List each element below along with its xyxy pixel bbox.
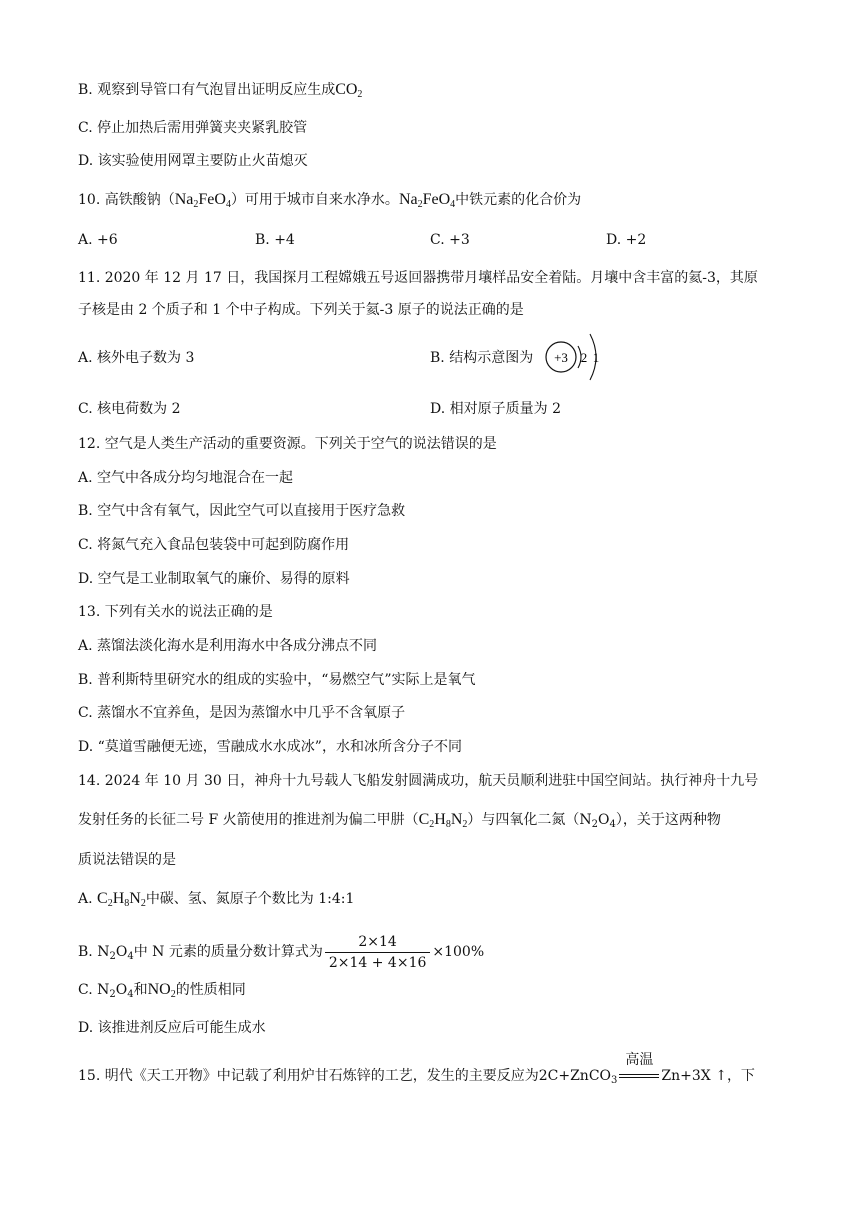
f-part: NO <box>147 981 171 998</box>
q10-stem <box>78 190 581 215</box>
reaction-condition <box>619 1052 659 1086</box>
q14-line2-a: 发射任务的长征二号 F 火箭使用的推进剂为偏二甲肼（ <box>78 812 419 828</box>
equation-right: Zn+3X <box>661 1068 711 1084</box>
mass-fraction <box>325 932 431 973</box>
q13-option-d: D. “莫道雪融便无迹，雪融成水水成冰”，水和冰所含分子不同 <box>78 739 462 755</box>
q11-option-d: D. 相对原子质量为 2 <box>430 401 561 417</box>
q11-stem-line1: 11. 2020 年 12 月 17 日，我国探月工程嫦娥五号返回器携带月壤样品安全着陆。月壤中含丰富的氦-3，其原 <box>78 270 758 286</box>
no2-formula <box>148 981 176 998</box>
f-part: FeO <box>422 191 451 208</box>
f-sub: 8 <box>124 898 130 909</box>
f-part: H <box>112 890 125 907</box>
f-part: FeO <box>198 191 226 208</box>
q14-c-text: 的性质相同 <box>175 982 246 998</box>
q14-stem-line3: 质说法错误的是 <box>78 852 176 868</box>
q14-stem-line1: 14. 2024 年 10 月 30 日，神舟十九号载人飞船发射圆满成功，航天员顺利进驻中国空间站。执行神舟十九号 <box>78 773 759 789</box>
f-part: O <box>598 812 610 828</box>
q14-b-text: 中 N 元素的质量分数计算式为 <box>133 944 323 960</box>
q12-option-a: A. 空气中各成分均匀地混合在一起 <box>78 470 294 486</box>
equation-left-sub: 3 <box>611 1075 618 1086</box>
f-sub: 2 <box>109 989 116 1000</box>
equals-bar-bottom <box>619 1077 659 1078</box>
na2feo4-formula-2 <box>399 191 455 208</box>
electron-shell-2-count: 1 <box>592 350 600 365</box>
f-sub: 2 <box>193 199 199 210</box>
equation-left: 2C+ZnCO <box>538 1068 612 1084</box>
f-sub: 2 <box>140 898 146 909</box>
atom-structure-diagram <box>540 326 604 388</box>
f-sub: 2 <box>417 199 423 210</box>
q14-a-label: A. <box>78 891 98 907</box>
f-part: N <box>129 890 141 907</box>
q12-option-c: C. 将氮气充入食品包装袋中可起到防腐作用 <box>78 537 350 553</box>
f-sub: 2 <box>107 898 113 909</box>
co2-formula <box>335 81 362 98</box>
n2o4-formula <box>579 812 615 828</box>
q15-stem-b: ，下 <box>726 1068 755 1084</box>
co2-formula-base: CO <box>335 81 358 98</box>
q11-option-a: A. 核外电子数为 3 <box>78 350 195 366</box>
q15-stem <box>78 1052 755 1091</box>
fraction-tail: ×100% <box>432 944 485 960</box>
q10-option-b: B. +4 <box>255 232 295 248</box>
q9-option-d: D. 该实验使用网罩主要防止火苗熄灭 <box>78 153 308 169</box>
q9-option-b <box>78 80 362 105</box>
f-part: H <box>434 811 446 828</box>
q11-option-c: C. 核电荷数为 2 <box>78 401 181 417</box>
q10-option-a: A. +6 <box>78 232 118 248</box>
co2-formula-sub: 2 <box>357 89 363 100</box>
c2h8n2-formula <box>419 811 468 828</box>
na2feo4-formula-1 <box>175 191 231 208</box>
q12-option-b: B. 空气中含有氧气，因此空气可以直接用于医疗急救 <box>78 503 406 519</box>
f-sub: 8 <box>445 819 451 830</box>
equals-bar-top <box>619 1074 659 1075</box>
q14-option-d: D. 该推进剂反应后可能生成水 <box>78 1020 266 1036</box>
q14-stem-line2 <box>78 810 721 835</box>
f-part: Na <box>174 191 194 208</box>
f-part: O <box>115 982 128 998</box>
q14-option-c <box>78 980 246 1005</box>
f-sub: 2 <box>429 819 435 830</box>
f-part: N <box>450 811 463 828</box>
f-part: N <box>97 982 110 998</box>
q13-option-b: B. 普利斯特里研究水的组成的实验中，“易燃空气”实际上是氧气 <box>78 672 476 688</box>
q14-c-label: C. <box>78 982 98 998</box>
reaction-equation <box>538 1052 727 1086</box>
q10-option-d: D. +2 <box>606 232 647 248</box>
electron-shell-1-count: 2 <box>580 350 588 365</box>
q14-a-text: 中碳、氢、氮原子个数比为 1:4:1 <box>145 891 355 907</box>
f-sub: 4 <box>609 819 616 830</box>
f-part: C <box>97 890 108 907</box>
f-part: N <box>579 812 592 828</box>
q11-stem-line2: 子核是由 2 个质子和 1 个中子构成。下列关于氦-3 原子的说法正确的是 <box>78 302 524 318</box>
fraction-denominator: 2×14 + 4×16 <box>328 954 427 971</box>
q9-option-b-text: B. 观察到导管口有气泡冒出证明反应生成 <box>78 82 336 98</box>
q14-option-b <box>78 930 484 974</box>
condition-text: 高温 <box>625 1052 654 1068</box>
q15-stem-a: 15. 明代《天工开物》中记载了利用炉甘石炼锌的工艺，发生的主要反应为 <box>78 1068 539 1084</box>
q14-c-mid: 和 <box>133 982 148 998</box>
q14-line2-c: ），关于这两种物 <box>615 812 721 828</box>
c2h8n2-formula-a <box>97 890 146 907</box>
f-part: O <box>115 944 128 960</box>
q13-option-c: C. 蒸馏水不宜养鱼，是因为蒸馏水中几乎不含氧原子 <box>78 705 406 721</box>
q14-b-label: B. <box>78 944 98 960</box>
q10-stem-c: 中铁元素的化合价为 <box>455 192 582 208</box>
q14-line2-b: ）与四氧化二氮（ <box>467 812 580 828</box>
q10-option-c: C. +3 <box>430 232 470 248</box>
n2o4-formula-b <box>97 944 133 960</box>
q10-stem-b: ）可用于城市自来水净水。 <box>230 192 399 208</box>
q11-option-b-text: B. 结构示意图为 <box>430 350 534 366</box>
q9-option-c: C. 停止加热后需用弹簧夹夹紧乳胶管 <box>78 120 308 136</box>
f-sub: 2 <box>591 819 599 830</box>
q13-stem: 13. 下列有关水的说法正确的是 <box>78 604 273 620</box>
f-sub: 2 <box>170 989 176 1000</box>
q11-option-b <box>430 348 533 368</box>
n2o4-formula-c <box>97 982 133 998</box>
f-sub: 2 <box>462 819 468 830</box>
f-part: C <box>418 811 430 828</box>
nucleus-charge: +3 <box>554 350 568 365</box>
f-sub: 4 <box>127 989 134 1000</box>
q12-option-d: D. 空气是工业制取氧气的廉价、易得的原料 <box>78 571 350 587</box>
q10-stem-a: 10. 高铁酸钠（ <box>78 192 175 208</box>
f-sub: 4 <box>225 199 231 210</box>
fraction-numerator: 2×14 <box>325 932 431 953</box>
q14-option-a <box>78 889 354 914</box>
q13-option-a: A. 蒸馏法淡化海水是利用海水中各成分沸点不同 <box>78 638 378 654</box>
f-sub: 2 <box>109 951 116 962</box>
f-part: N <box>97 944 110 960</box>
f-sub: 4 <box>450 199 456 210</box>
gas-up-arrow-icon: ↑ <box>715 1068 727 1084</box>
q12-stem: 12. 空气是人类生产活动的重要资源。下列关于空气的说法错误的是 <box>78 436 497 452</box>
f-part: Na <box>398 191 418 208</box>
f-sub: 4 <box>127 951 134 962</box>
